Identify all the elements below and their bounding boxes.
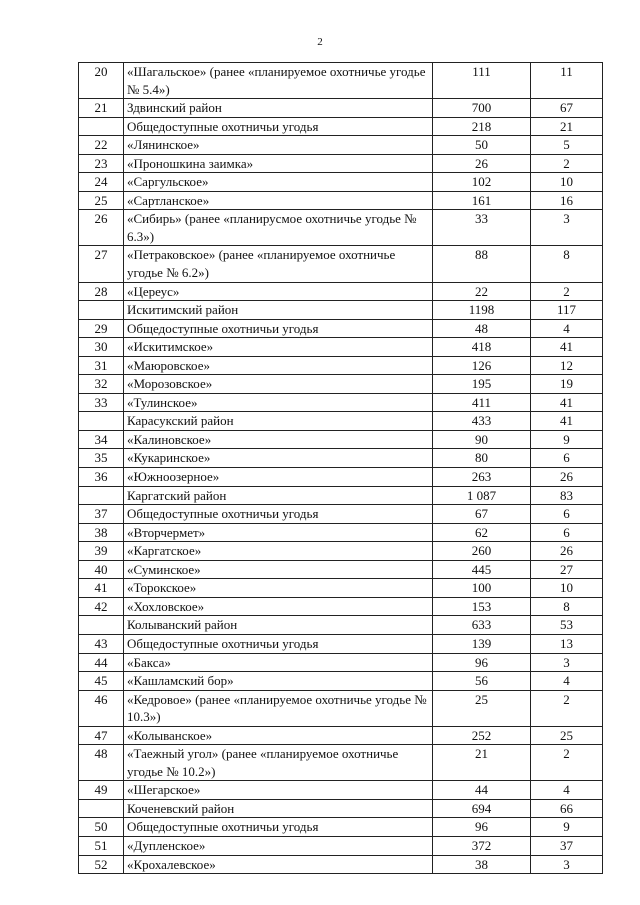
row-number-cell: 26 bbox=[79, 210, 124, 246]
value-a-cell: 411 bbox=[433, 393, 531, 412]
row-number-cell: 33 bbox=[79, 393, 124, 412]
value-b-cell: 6 bbox=[531, 449, 603, 468]
table-row bbox=[79, 653, 603, 672]
row-number-cell: 40 bbox=[79, 560, 124, 579]
row-name-cell: «Дупленское» bbox=[124, 836, 433, 855]
row-name-cell: «Торокское» bbox=[124, 579, 433, 598]
row-number-cell bbox=[79, 799, 124, 818]
row-number-cell: 25 bbox=[79, 191, 124, 210]
value-b-cell: 3 bbox=[531, 855, 603, 874]
value-b-cell: 53 bbox=[531, 616, 603, 635]
table-row bbox=[79, 799, 603, 818]
row-name-cell: «Вторчермет» bbox=[124, 523, 433, 542]
row-number-cell: 30 bbox=[79, 338, 124, 357]
value-b-cell: 9 bbox=[531, 430, 603, 449]
value-a-cell: 694 bbox=[433, 799, 531, 818]
row-number-cell: 31 bbox=[79, 356, 124, 375]
row-number-cell: 34 bbox=[79, 430, 124, 449]
value-a-cell: 21 bbox=[433, 745, 531, 781]
table-row bbox=[79, 191, 603, 210]
row-number-cell: 46 bbox=[79, 690, 124, 726]
table-row bbox=[79, 523, 603, 542]
value-a-cell: 62 bbox=[433, 523, 531, 542]
table-row bbox=[79, 745, 603, 781]
row-name-cell: Общедоступные охотничьи угодья bbox=[124, 505, 433, 524]
row-name-cell: Искитимский район bbox=[124, 301, 433, 320]
value-b-cell: 13 bbox=[531, 634, 603, 653]
value-a-cell: 418 bbox=[433, 338, 531, 357]
value-b-cell: 41 bbox=[531, 393, 603, 412]
value-a-cell: 445 bbox=[433, 560, 531, 579]
row-name-cell: Общедоступные охотничьи угодья bbox=[124, 117, 433, 136]
value-b-cell: 117 bbox=[531, 301, 603, 320]
value-a-cell: 56 bbox=[433, 672, 531, 691]
row-name-cell: «Сибирь» (ранее «планирусмое охотничье угодье № 6.3») bbox=[124, 210, 433, 246]
value-a-cell: 50 bbox=[433, 136, 531, 155]
table-row bbox=[79, 597, 603, 616]
value-a-cell: 25 bbox=[433, 690, 531, 726]
value-b-cell: 12 bbox=[531, 356, 603, 375]
table-row bbox=[79, 338, 603, 357]
row-name-cell: Здвинский район bbox=[124, 99, 433, 118]
row-number-cell: 24 bbox=[79, 173, 124, 192]
value-b-cell: 10 bbox=[531, 579, 603, 598]
row-name-cell: «Кедровое» (ранее «планируемое охотничье угодье № 10.3») bbox=[124, 690, 433, 726]
value-b-cell: 21 bbox=[531, 117, 603, 136]
row-name-cell: «Лянинское» bbox=[124, 136, 433, 155]
value-b-cell: 3 bbox=[531, 653, 603, 672]
table-row bbox=[79, 781, 603, 800]
table-row bbox=[79, 393, 603, 412]
value-b-cell: 16 bbox=[531, 191, 603, 210]
row-name-cell: «Морозовское» bbox=[124, 375, 433, 394]
row-number-cell: 52 bbox=[79, 855, 124, 874]
table-row bbox=[79, 412, 603, 431]
row-number-cell: 49 bbox=[79, 781, 124, 800]
value-b-cell: 66 bbox=[531, 799, 603, 818]
row-number-cell bbox=[79, 117, 124, 136]
row-name-cell: «Саргульское» bbox=[124, 173, 433, 192]
table-row bbox=[79, 855, 603, 874]
value-a-cell: 90 bbox=[433, 430, 531, 449]
row-number-cell bbox=[79, 412, 124, 431]
table-row bbox=[79, 173, 603, 192]
row-name-cell: Каргатский район bbox=[124, 486, 433, 505]
value-a-cell: 218 bbox=[433, 117, 531, 136]
row-name-cell: Общедоступные охотничьи угодья bbox=[124, 818, 433, 837]
value-b-cell: 3 bbox=[531, 210, 603, 246]
row-number-cell: 29 bbox=[79, 319, 124, 338]
table-row bbox=[79, 63, 603, 99]
table-row bbox=[79, 375, 603, 394]
table-row bbox=[79, 246, 603, 282]
table-row bbox=[79, 356, 603, 375]
row-number-cell: 50 bbox=[79, 818, 124, 837]
table-row bbox=[79, 542, 603, 561]
table-row bbox=[79, 726, 603, 745]
value-b-cell: 9 bbox=[531, 818, 603, 837]
value-a-cell: 161 bbox=[433, 191, 531, 210]
row-name-cell: «Колыванское» bbox=[124, 726, 433, 745]
value-b-cell: 6 bbox=[531, 523, 603, 542]
table-row bbox=[79, 505, 603, 524]
value-b-cell: 2 bbox=[531, 690, 603, 726]
row-number-cell: 45 bbox=[79, 672, 124, 691]
value-b-cell: 26 bbox=[531, 468, 603, 487]
value-b-cell: 11 bbox=[531, 63, 603, 99]
table-row bbox=[79, 210, 603, 246]
page-number: 2 bbox=[317, 36, 323, 48]
value-a-cell: 22 bbox=[433, 282, 531, 301]
table-row bbox=[79, 136, 603, 155]
value-b-cell: 4 bbox=[531, 781, 603, 800]
row-name-cell: «Проношкина заимка» bbox=[124, 154, 433, 173]
value-a-cell: 260 bbox=[433, 542, 531, 561]
table-row bbox=[79, 154, 603, 173]
row-number-cell: 36 bbox=[79, 468, 124, 487]
value-b-cell: 8 bbox=[531, 246, 603, 282]
row-number-cell: 21 bbox=[79, 99, 124, 118]
row-name-cell: «Бакса» bbox=[124, 653, 433, 672]
row-name-cell: «Шагальское» (ранее «планируемое охотничье угодье № 5.4») bbox=[124, 63, 433, 99]
row-name-cell: Общедоступные охотничьи угодья bbox=[124, 319, 433, 338]
row-name-cell: «Хохловское» bbox=[124, 597, 433, 616]
table-row bbox=[79, 430, 603, 449]
value-b-cell: 67 bbox=[531, 99, 603, 118]
value-b-cell: 10 bbox=[531, 173, 603, 192]
value-a-cell: 153 bbox=[433, 597, 531, 616]
row-number-cell: 20 bbox=[79, 63, 124, 99]
value-a-cell: 80 bbox=[433, 449, 531, 468]
row-name-cell: Общедоступные охотничьи угодья bbox=[124, 634, 433, 653]
row-name-cell: «Шегарское» bbox=[124, 781, 433, 800]
table-row bbox=[79, 319, 603, 338]
value-a-cell: 38 bbox=[433, 855, 531, 874]
table-row bbox=[79, 468, 603, 487]
row-number-cell: 23 bbox=[79, 154, 124, 173]
row-number-cell bbox=[79, 301, 124, 320]
row-name-cell: «Таежный угол» (ранее «планируемое охотничье угодье № 10.2») bbox=[124, 745, 433, 781]
value-a-cell: 263 bbox=[433, 468, 531, 487]
row-name-cell: «Петраковское» (ранее «планируемое охотничье угодье № 6.2») bbox=[124, 246, 433, 282]
value-b-cell: 27 bbox=[531, 560, 603, 579]
value-a-cell: 88 bbox=[433, 246, 531, 282]
value-a-cell: 1 087 bbox=[433, 486, 531, 505]
value-b-cell: 19 bbox=[531, 375, 603, 394]
value-b-cell: 8 bbox=[531, 597, 603, 616]
table-row bbox=[79, 560, 603, 579]
value-a-cell: 1198 bbox=[433, 301, 531, 320]
table-row bbox=[79, 690, 603, 726]
hunting-grounds-table bbox=[78, 62, 603, 874]
row-number-cell bbox=[79, 616, 124, 635]
value-b-cell: 41 bbox=[531, 412, 603, 431]
row-number-cell: 44 bbox=[79, 653, 124, 672]
value-a-cell: 633 bbox=[433, 616, 531, 635]
row-number-cell: 32 bbox=[79, 375, 124, 394]
value-a-cell: 252 bbox=[433, 726, 531, 745]
table-row bbox=[79, 117, 603, 136]
table-row bbox=[79, 634, 603, 653]
value-b-cell: 25 bbox=[531, 726, 603, 745]
table-row bbox=[79, 282, 603, 301]
value-b-cell: 2 bbox=[531, 282, 603, 301]
row-name-cell: «Тулинское» bbox=[124, 393, 433, 412]
table-row bbox=[79, 836, 603, 855]
table-row bbox=[79, 672, 603, 691]
row-number-cell: 35 bbox=[79, 449, 124, 468]
row-name-cell: «Маюровское» bbox=[124, 356, 433, 375]
row-number-cell: 43 bbox=[79, 634, 124, 653]
value-b-cell: 83 bbox=[531, 486, 603, 505]
row-name-cell: «Крохалевское» bbox=[124, 855, 433, 874]
value-b-cell: 2 bbox=[531, 745, 603, 781]
value-a-cell: 96 bbox=[433, 653, 531, 672]
row-name-cell: «Южноозерное» bbox=[124, 468, 433, 487]
value-a-cell: 195 bbox=[433, 375, 531, 394]
value-a-cell: 96 bbox=[433, 818, 531, 837]
row-number-cell: 47 bbox=[79, 726, 124, 745]
table-row bbox=[79, 99, 603, 118]
value-a-cell: 433 bbox=[433, 412, 531, 431]
row-number-cell: 51 bbox=[79, 836, 124, 855]
row-name-cell: Коченевский район bbox=[124, 799, 433, 818]
value-a-cell: 26 bbox=[433, 154, 531, 173]
value-a-cell: 48 bbox=[433, 319, 531, 338]
value-b-cell: 41 bbox=[531, 338, 603, 357]
value-b-cell: 26 bbox=[531, 542, 603, 561]
row-number-cell: 22 bbox=[79, 136, 124, 155]
row-number-cell: 42 bbox=[79, 597, 124, 616]
row-number-cell: 27 bbox=[79, 246, 124, 282]
table-row bbox=[79, 616, 603, 635]
value-a-cell: 372 bbox=[433, 836, 531, 855]
value-b-cell: 5 bbox=[531, 136, 603, 155]
value-b-cell: 37 bbox=[531, 836, 603, 855]
value-b-cell: 4 bbox=[531, 319, 603, 338]
row-name-cell: «Кашламский бор» bbox=[124, 672, 433, 691]
value-a-cell: 44 bbox=[433, 781, 531, 800]
row-name-cell: «Каргатское» bbox=[124, 542, 433, 561]
row-number-cell: 28 bbox=[79, 282, 124, 301]
row-number-cell: 37 bbox=[79, 505, 124, 524]
row-name-cell: «Искитимское» bbox=[124, 338, 433, 357]
row-name-cell: «Цереус» bbox=[124, 282, 433, 301]
value-a-cell: 139 bbox=[433, 634, 531, 653]
row-number-cell bbox=[79, 486, 124, 505]
value-b-cell: 2 bbox=[531, 154, 603, 173]
table-row bbox=[79, 818, 603, 837]
value-a-cell: 33 bbox=[433, 210, 531, 246]
value-b-cell: 6 bbox=[531, 505, 603, 524]
value-a-cell: 111 bbox=[433, 63, 531, 99]
value-b-cell: 4 bbox=[531, 672, 603, 691]
table-row bbox=[79, 486, 603, 505]
row-name-cell: «Сартланское» bbox=[124, 191, 433, 210]
value-a-cell: 100 bbox=[433, 579, 531, 598]
value-a-cell: 700 bbox=[433, 99, 531, 118]
row-number-cell: 41 bbox=[79, 579, 124, 598]
row-name-cell: «Суминское» bbox=[124, 560, 433, 579]
value-a-cell: 102 bbox=[433, 173, 531, 192]
value-a-cell: 67 bbox=[433, 505, 531, 524]
row-name-cell: «Кукаринское» bbox=[124, 449, 433, 468]
row-name-cell: Колыванский район bbox=[124, 616, 433, 635]
row-number-cell: 39 bbox=[79, 542, 124, 561]
row-number-cell: 38 bbox=[79, 523, 124, 542]
row-name-cell: Карасукский район bbox=[124, 412, 433, 431]
row-number-cell: 48 bbox=[79, 745, 124, 781]
table-row bbox=[79, 301, 603, 320]
row-name-cell: «Калиновское» bbox=[124, 430, 433, 449]
value-a-cell: 126 bbox=[433, 356, 531, 375]
table-row bbox=[79, 449, 603, 468]
table-row bbox=[79, 579, 603, 598]
